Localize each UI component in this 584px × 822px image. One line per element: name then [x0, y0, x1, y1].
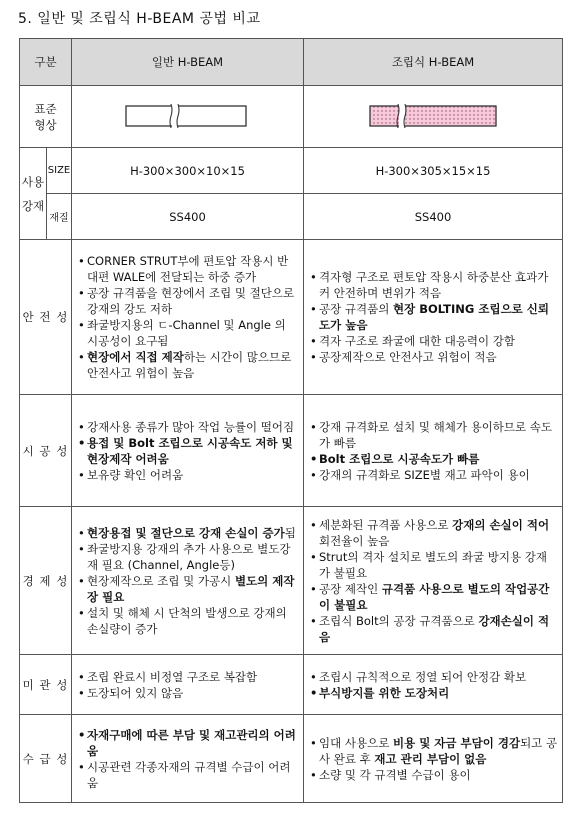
economy-general-item-3-bold: 별도의 제작장 필요 [87, 573, 295, 604]
economy-assembly-item-1-rest: 회전율이 높음 [319, 533, 390, 548]
economy-assembly-item-4-bold: 강재손실이 적음 [319, 613, 550, 644]
header-assembly: 조립식 H-BEAM [304, 39, 563, 86]
appearance-general-item-2: • 도장되어 있지 않음 [78, 685, 299, 701]
economy-general-item-1 [78, 525, 299, 541]
assembly-beam-body [370, 106, 496, 126]
supply-general-item-2: • 시공관련 각종자재의 규격별 수급이 어려움 [78, 759, 299, 791]
material-label: 재질 [47, 194, 72, 240]
economy-general [72, 507, 304, 655]
supply-row [20, 715, 563, 803]
construct-row [20, 395, 563, 507]
construct-general-item-2: • 용접 및 Bolt 조립으로 시공속도 저하 및 현장제작 어려움 [78, 435, 299, 467]
safety-general-item-3: • 좌굴방지용의 ㄷ-Channel 및 Angle 의 시공성이 요구됨 [78, 317, 299, 349]
economy-general-item-4: • 설치 및 해체 시 단척의 발생으로 강재의 손실량이 증가 [78, 605, 299, 637]
construct-general [72, 395, 304, 507]
safety-general-item-2: • 공장 규격품을 현장에서 조립 및 절단으로 강재의 강도 저하 [78, 285, 299, 317]
safety-assembly-item-2-bold: 현장 BOLTING 조립으로 신뢰도가 높음 [319, 302, 550, 332]
shape-label [20, 86, 72, 148]
appearance-assembly-item-1: • 조립시 규칙적으로 정열 되어 안정감 확보 [310, 669, 558, 685]
economy-assembly [304, 507, 563, 655]
shape-label-line2: 형상 [34, 117, 57, 132]
comparison-table [19, 38, 563, 803]
material-row [20, 194, 563, 240]
construct-assembly-item-1: • 강재 규격화로 설치 및 해체가 용이하므로 속도가 빠름 [310, 419, 558, 451]
size-label: SIZE [47, 148, 72, 194]
general-beam-shape [72, 97, 304, 137]
economy-assembly-item-2: • Strut의 격자 설치로 별도의 좌굴 방지용 강재가 불필요 [310, 549, 558, 581]
construct-label: 시 공 성 [20, 395, 72, 507]
safety-assembly-item-1: • 격자형 구조로 편토압 작용시 하중분산 효과가 커 안전하며 변위가 적음 [310, 269, 558, 301]
safety-general-item-4-bold: 현장에서 직접 제작 [87, 350, 184, 364]
assembly-beam-shape [304, 97, 563, 137]
economy-assembly-item-3-bold: 규격품 사용으로 별도의 작업공간이 불필요 [319, 581, 550, 612]
construct-assembly-item-2: • Bolt 조립으로 시공속도가 빠름 [310, 451, 558, 467]
economy-assembly-item-1 [310, 517, 558, 549]
safety-label: 안 전 성 [20, 240, 72, 395]
safety-assembly [304, 240, 563, 395]
header-category: 구분 [20, 39, 72, 86]
economy-general-item-2: • 좌굴방지용 강재의 추가 사용으로 별도강재 필요 (Channel, Angle등) [78, 541, 299, 573]
economy-general-item-1-rest: 됨 [284, 525, 296, 540]
appearance-label: 미 관 성 [20, 655, 72, 715]
safety-assembly-item-2-pre: 공장 규격품의 [319, 302, 393, 316]
construct-assembly-item-3: • 강재의 규격화로 SIZE별 재고 파악이 용이 [310, 467, 558, 483]
economy-assembly-item-1-pre: 세분화된 규격품 사용으로 [319, 517, 453, 532]
construct-general-item-3: • 보유량 확인 어려움 [78, 467, 299, 483]
economy-row [20, 507, 563, 655]
shape-row [20, 86, 563, 148]
supply-assembly-item-1-bold2: 재고 관리 부담이 없음 [374, 751, 487, 766]
supply-label: 수 급 성 [20, 715, 72, 803]
size-assembly: H-300×305×15×15 [304, 148, 563, 194]
supply-assembly-item-2: • 소량 및 각 규격별 수급이 용이 [310, 767, 558, 783]
supply-assembly-item-1-mid: 되고 공사 완료 후 [319, 735, 558, 766]
construct-general-item-1: • 강재사용 종류가 많아 작업 능률이 떨어짐 [78, 419, 299, 435]
safety-general-item-1: • CORNER STRUT부에 편토압 작용시 반대편 WALE에 전달되는 하중 증가 [78, 253, 299, 285]
construct-assembly [304, 395, 563, 507]
safety-general-item-4 [78, 349, 299, 381]
supply-assembly-item-1-bold: 비용 및 자금 부담이 경감 [392, 735, 521, 750]
supply-general-item-1: • 자재구매에 따른 부담 및 재고관리의 어려움 [78, 727, 299, 759]
supply-general [72, 715, 304, 803]
appearance-general-item-1: • 조립 완료시 비정열 구조로 복잡함 [78, 669, 299, 685]
steel-group-line1: 사용 [21, 174, 45, 189]
header-row [20, 39, 563, 86]
appearance-general [72, 655, 304, 715]
material-general: SS400 [72, 194, 304, 240]
economy-assembly-item-4-pre: 조립식 Bolt의 공장 규격품으로 [319, 613, 479, 628]
supply-assembly-item-1-pre: 임대 사용으로 [319, 735, 393, 750]
general-beam-body [126, 106, 246, 126]
safety-general-item-4-rest: 하는 시간이 많으므로 안전사고 위험이 높음 [87, 350, 292, 380]
size-row [20, 148, 563, 194]
safety-assembly-item-3: • 격자 구조로 좌굴에 대한 대응력이 강함 [310, 333, 558, 349]
supply-assembly-item-1 [310, 735, 558, 767]
appearance-assembly [304, 655, 563, 715]
steel-group-line2: 강재 [21, 198, 45, 213]
safety-assembly-item-2 [310, 301, 558, 333]
economy-assembly-item-3 [310, 581, 558, 613]
appearance-assembly-item-2: • 부식방지를 위한 도장처리 [310, 685, 558, 701]
economy-general-item-3-pre: 현장제작으로 조립 및 가공시 [87, 573, 235, 588]
safety-row [20, 240, 563, 395]
economy-assembly-item-3-pre: 공장 제작인 [319, 581, 382, 596]
shape-general-cell [72, 86, 304, 148]
material-assembly: SS400 [304, 194, 563, 240]
supply-assembly [304, 715, 563, 803]
safety-general [72, 240, 304, 395]
header-general: 일반 H-BEAM [72, 39, 304, 86]
economy-assembly-item-1-bold: 강재의 손실이 적어 [452, 517, 550, 532]
safety-assembly-item-4: • 공장제작으로 안전사고 위험이 적음 [310, 349, 558, 365]
page-title: 5. 일반 및 조립식 H-BEAM 공법 비교 [18, 11, 261, 27]
steel-group-label [20, 148, 47, 240]
economy-general-item-3 [78, 573, 299, 605]
economy-general-item-1-bold: 현장용접 및 절단으로 강재 손실이 증가 [87, 525, 285, 540]
shape-assembly-cell [304, 86, 563, 148]
size-general: H-300×300×10×15 [72, 148, 304, 194]
economy-label: 경 제 성 [20, 507, 72, 655]
economy-assembly-item-4 [310, 613, 558, 645]
appearance-row [20, 655, 563, 715]
shape-label-line1: 표준 [34, 101, 57, 116]
